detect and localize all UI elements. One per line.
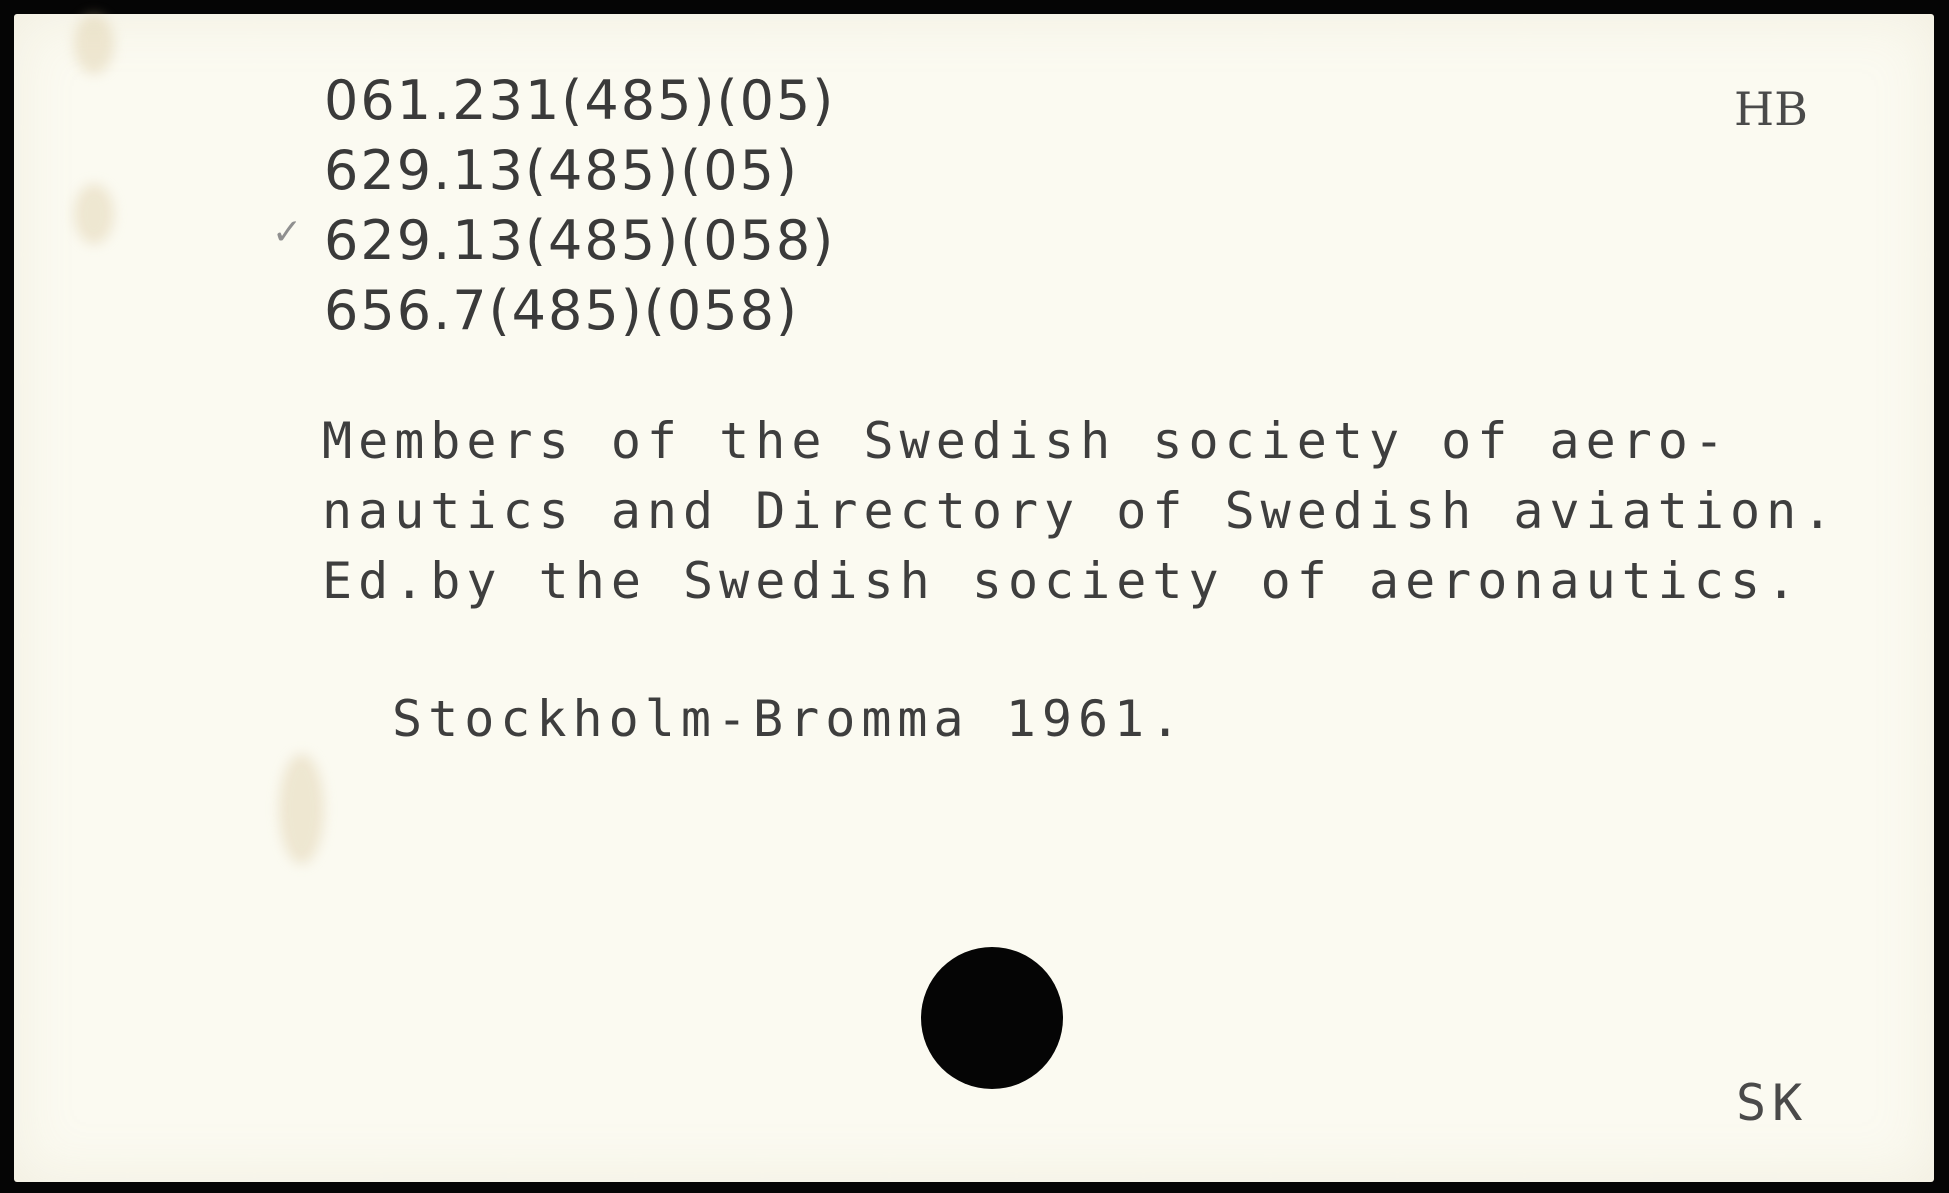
location-code: HB [1734,82,1808,136]
classification-number: 629.13(485)(058) [324,209,836,272]
paper-stain [279,754,324,864]
catalog-card [14,14,1934,1182]
classification-number: 629.13(485)(05) [324,139,799,202]
punch-hole [921,947,1063,1089]
paper-stain [74,14,114,74]
title-line: Ed.by the Swedish society of aeronautics. [322,552,1803,610]
imprint: Stockholm-Bromma 1961. [392,690,1187,748]
cataloger-initials: SK [1736,1074,1809,1132]
classification-number: 061.231(485)(05) [324,69,836,132]
classification-number: 656.7(485)(058) [324,279,799,342]
title-line: Members of the Swedish society of aero- [322,412,1730,470]
check-mark-icon: ✓ [272,212,303,253]
title-line: nautics and Directory of Swedish aviation. [322,482,1839,540]
paper-stain [74,184,114,244]
